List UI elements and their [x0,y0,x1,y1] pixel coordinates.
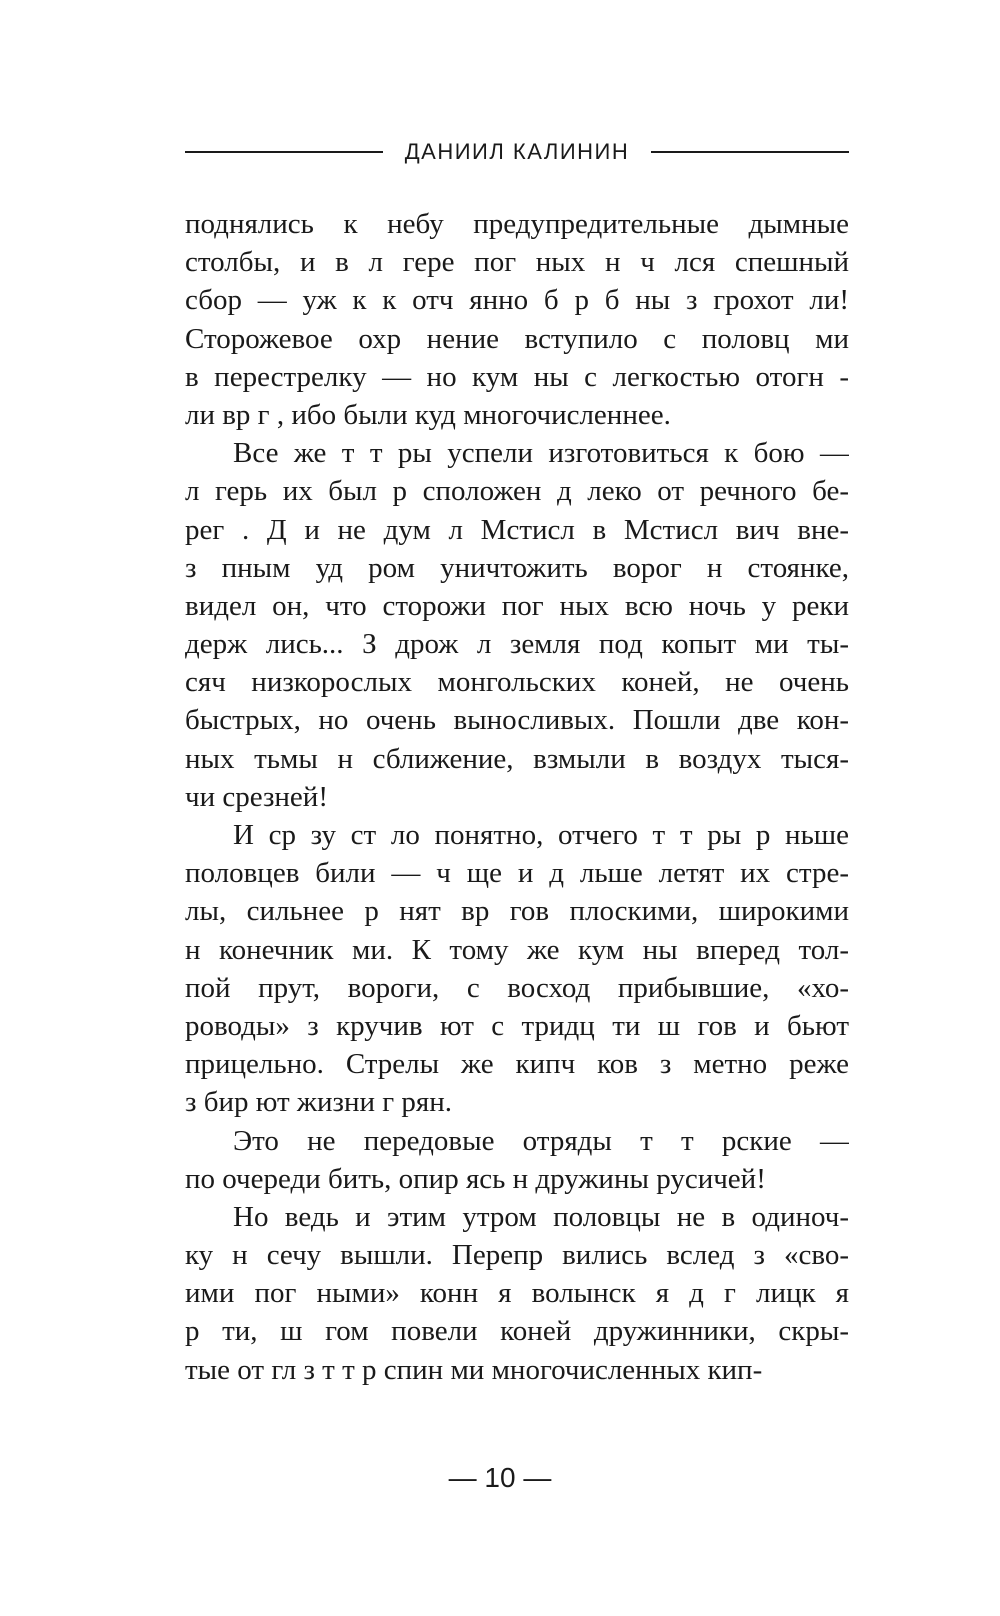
text-line: рег . Д и не дум л Мстисл в Мстисл вич вне- [185,513,849,546]
text-line: ных тьмы н сближение, взмыли в воздух тыся- [185,742,849,775]
text-line: сяч низкорослых монгольских коней, не очень [185,666,849,699]
text-line: н конечник ми. К тому же кум ны вперед тол- [185,933,849,966]
paragraph [185,816,849,1122]
header-rule-left [185,151,383,153]
text-line: лы, сильнее р нят вр гов плоскими, широкими [185,895,849,928]
text-line: ими пог ными» конн я волынск я д г лицк я [185,1277,849,1310]
paragraph [185,434,849,816]
paragraph [185,1198,849,1389]
text-line: Но ведь и этим утром половцы не в одиноч- [233,1200,849,1233]
text-line: столбы, и в л гере пог ных н ч лся спешный [185,246,849,279]
paragraph [185,205,849,434]
paragraph [185,1122,849,1198]
text-line: тые от гл з т т р спин ми многочисленных кип- [185,1353,763,1386]
running-header-author: ДАНИИЛ КАЛИНИН [404,139,630,164]
text-line: держ лись... З дрож л земля под копыт ми ты- [185,628,849,661]
page-number: — 10 — [448,1462,552,1493]
text-line: Все же т т ры успели изготовиться к бою — [233,437,849,470]
text-line: прицельно. Стрелы же кипч ков з метно реже [185,1048,849,1081]
text-line: И ср зу ст ло понятно, отчего т т ры р ньше [233,819,849,851]
text-line: з бир ют жизни г рян. [185,1086,452,1119]
text-line: сбор — уж к к отч янно б р б ны з грохот ли! [185,284,849,317]
text-line: быстрых, но очень выносливых. Пошли две кон- [185,704,849,737]
header-rule-right [651,151,849,153]
body-text [185,205,849,1389]
text-line: р ти, ш гом повели коней дружинники, скры- [185,1315,849,1348]
text-line: пой прут, вороги, с восход прибывшие, «хо- [185,971,849,1004]
text-line: з пным уд ром уничтожить ворог н стоянке, [185,551,849,584]
text-line: роводы» з кручив ют с тридц ти ш гов и бьют [185,1009,849,1042]
text-line: ку н сечу вышли. Перепр вились вслед з «сво- [185,1239,849,1272]
text-line: л герь их был р сположен д леко от речного бе- [185,475,849,508]
text-line: Это не передовые отряды т т рские — [233,1124,849,1157]
text-line: в перестрелку — но кум ны с легкостью отогн - [185,360,849,393]
text-line: Сторожевое охр нение вступило с половц ми [185,322,849,355]
text-line: половцев били — ч ще и д льше летят их стре- [185,857,849,890]
text-line: видел он, что сторожи пог ных всю ночь у реки [185,589,849,622]
text-line: ли вр г , ибо были куд многочисленнее. [185,398,671,431]
text-line: поднялись к небу предупредительные дымные [185,208,849,240]
text-line: по очереди бить, опир ясь н дружины русичей! [185,1162,766,1195]
text-line: чи срезней! [185,780,328,813]
running-header [185,132,849,172]
